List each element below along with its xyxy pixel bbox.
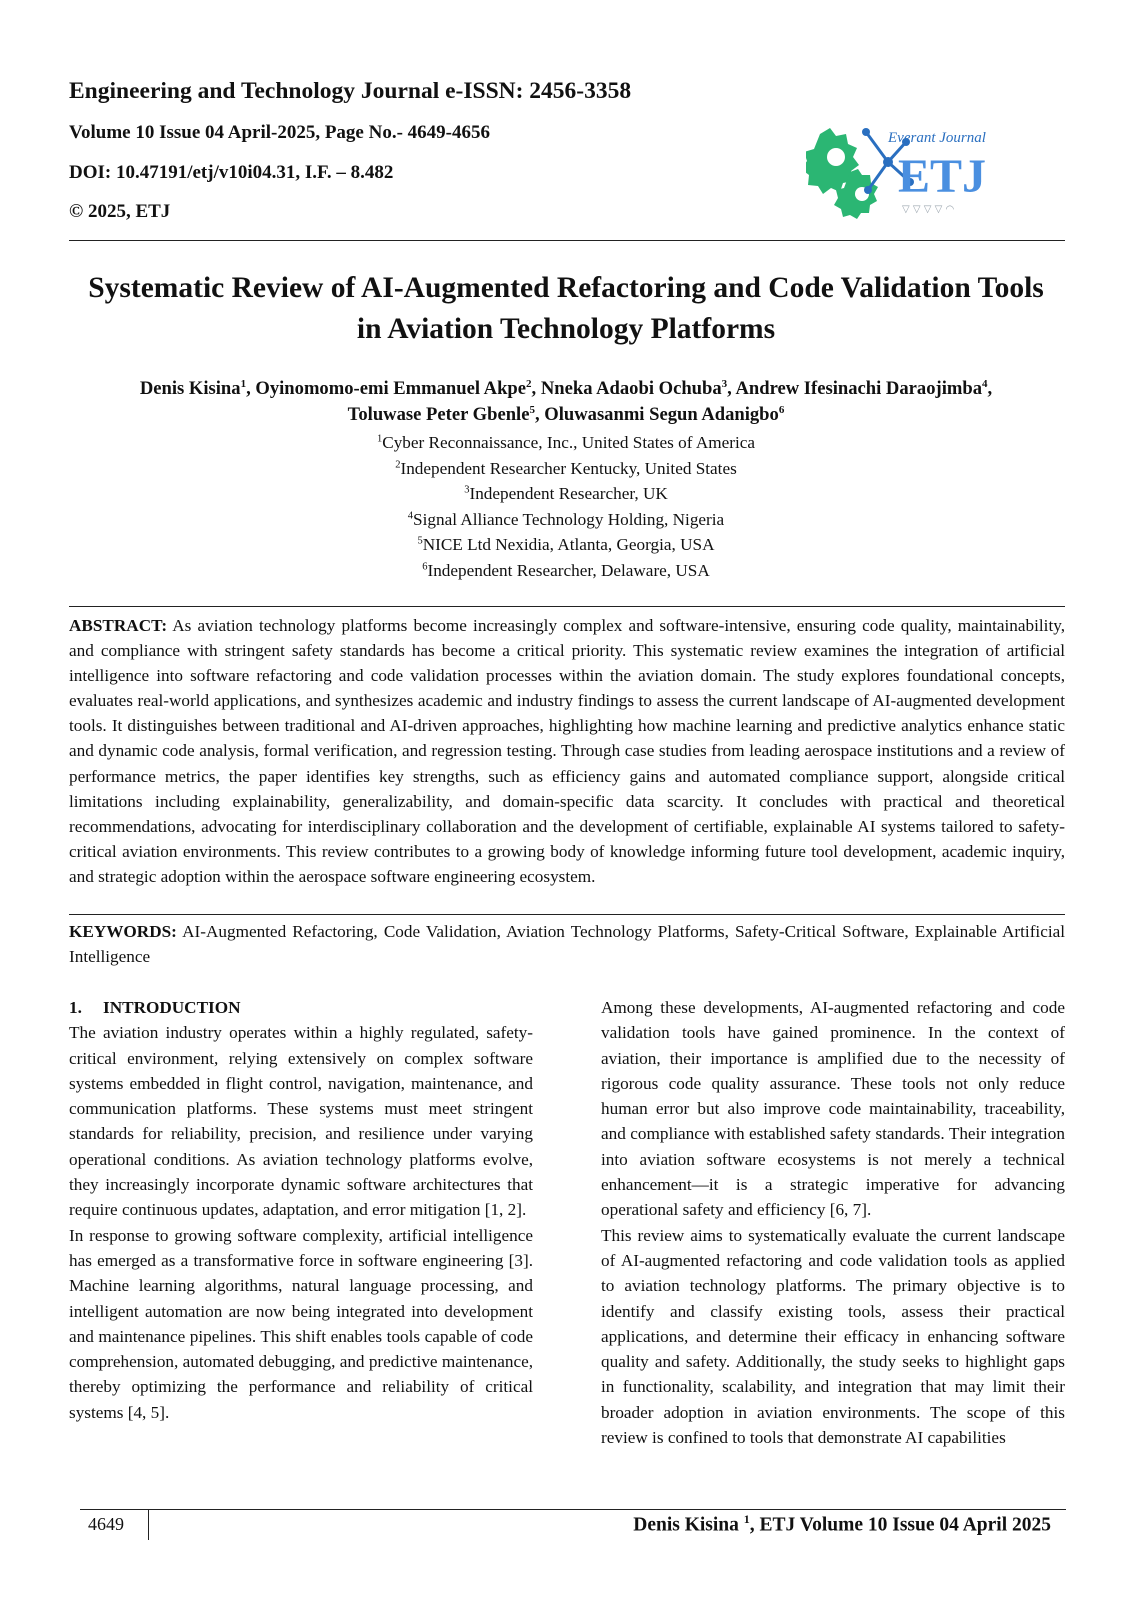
abstract-top-divider: [69, 606, 1065, 607]
paper-title-line-1: Systematic Review of AI-Augmented Refactoring and Code Validation Tools: [88, 272, 1044, 304]
footer-separator: [148, 1509, 149, 1540]
author: Denis Kisina$^1$,: [139, 377, 256, 399]
etj-logo: [806, 112, 1028, 224]
abstract-bottom-divider: [69, 914, 1065, 915]
journal-title: Engineering and Technology Journal e-ISSN: 2456-3358: [69, 78, 632, 104]
affiliation: $^1$Cyber Reconnaissance, Inc., United States of America: [376, 433, 755, 452]
keywords: [69, 919, 1065, 970]
author: Andrew Ifesinachi Daraojimba$^4$,: [735, 377, 993, 399]
affiliation: $^4$Signal Alliance Technology Holding, Nigeria: [407, 509, 725, 529]
paper-title: [60, 268, 1072, 350]
logo-label: Everant Journal: [888, 130, 986, 146]
header-divider: [69, 240, 1065, 241]
keywords-label: KEYWORDS:: [69, 922, 177, 941]
affiliation: $^6$Independent Researcher, Delaware, USA: [422, 560, 710, 580]
abstract-text: As aviation technology platforms become increasingly complex and software-intensive, ensuring code quality, maintainability, and compliance with stringent safety standards has become a critical priority. This systematic review examines the integration of artificial intelligence into software refactoring and code validation processes within the aviation domain. The study explores foundational concepts, evaluates real-world applications, and synthesizes academic and industry findings to assess the current landscape of AI-augmented development tools. It distinguishes between traditional and AI-driven approaches, highlighting how machine learning and predictive analytics enhance static and dynamic code analysis, formal verification, and regression testing. Through case studies from leading aerospace institutions and a review of performance metrics, the paper identifies key strengths, such as efficiency gains and automated compliance support, alongside critical limitations including explainability, generalizability, and domain-specific data scarcity. It concludes with practical and theoretical recommendations, advocating for interdisciplinary collaboration and the development of certifiable, explainable AI systems tailored to safety-critical aviation environments. This review contributes to a growing body of knowledge informing future tool development, academic inquiry, and strategic adoption within the aerospace software engineering ecosystem.: [69, 616, 1065, 886]
section-heading-introduction: 1. INTRODUCTION: [69, 998, 241, 1017]
body-paragraph: Among these developments, AI-augmented refactoring and code validation tools have gained prominence. In the context of aviation, their importance is amplified due to the necessity of rigorous code quality assurance. These tools not only reduce human error but also improve code maintainability, traceability, and compliance with established safety standards. Their integration into aviation software ecosystems is not merely a technical enhancement—it is a strategic imperative for advancing operational safety and efficiency [6, 7].: [601, 998, 1065, 1220]
page-number: 4649: [88, 1514, 124, 1534]
body-paragraph: In response to growing software complexity, artificial intelligence has emerged as a transformative force in software engineering [3]. Machine learning algorithms, natural language processing, and intelligent automation are now being integrated into development and maintenance pipelines. This shift enables tools capable of code comprehension, automated debugging, and predictive maintenance, thereby optimizing the performance and reliability of critical systems [4, 5].: [69, 1225, 533, 1422]
journal-volume: Volume 10 Issue 04 April-2025, Page No.- 4649-4656: [69, 122, 490, 143]
running-footer: Denis Kisina $^1$, ETJ Volume 10 Issue 04 April 2025: [633, 1512, 1051, 1536]
affiliation: $^5$NICE Ltd Nexidia, Atlanta, Georgia, USA: [417, 535, 715, 554]
affiliation: $^3$Independent Researcher, UK: [464, 484, 668, 503]
abstract: [69, 613, 1065, 889]
svg-text:▽ ▽ ▽ ▽ ◠: ▽ ▽ ▽ ▽ ◠: [902, 204, 955, 215]
journal-copyright: © 2025, ETJ: [69, 201, 171, 222]
right-column: [601, 995, 1065, 1450]
author: Nneka Adaobi Ochuba$^3$,: [540, 377, 736, 399]
keywords-text: AI-Augmented Refactoring, Code Validation, Aviation Technology Platforms, Safety-Critical Software, Explainable Artificial Intelligence: [69, 922, 1066, 967]
author: Toluwase Peter Gbenle$^5$,: [347, 403, 545, 425]
footer-divider: [80, 1509, 1066, 1510]
body-paragraph: This review aims to systematically evaluate the current landscape of AI-augmented refactoring and code validation tools as applied to aviation technology platforms. The primary objective is to identify and classify existing tools, assess their practical applications, and determine their efficacy in enhancing software quality and safety. Additionally, the study seeks to highlight gaps in functionality, scalability, and integration that may limit their broader adoption in aviation environments. The scope of this review is confined to tools that demonstrate AI capabilities: [601, 1225, 1065, 1448]
author: Oluwasanmi Segun Adanigbo$^6$: [544, 403, 785, 425]
left-column: [69, 995, 533, 1425]
abstract-label: ABSTRACT:: [69, 616, 168, 635]
affiliation: $^2$Independent Researcher Kentucky, United States: [395, 458, 737, 478]
body-paragraph: The aviation industry operates within a highly regulated, safety-critical environment, relying extensively on complex software systems embedded in flight control, navigation, maintenance, and communication platforms. These systems must meet stringent standards for reliability, precision, and resilience under varying operational conditions. As aviation technology platforms evolve, they increasingly incorporate dynamic software architectures that require continuous updates, adaptation, and error mitigation [1, 2].: [69, 1023, 533, 1220]
author: Oyinomomo-emi Emmanuel Akpe$^2$,: [255, 377, 541, 399]
author-list: [60, 376, 1072, 428]
journal-doi: DOI: 10.47191/etj/v10i04.31, I.F. – 8.482: [69, 162, 394, 183]
logo-acronym: ETJ: [898, 150, 987, 203]
paper-title-line-2: in Aviation Technology Platforms: [356, 313, 776, 345]
affiliation-list: [60, 430, 1072, 583]
